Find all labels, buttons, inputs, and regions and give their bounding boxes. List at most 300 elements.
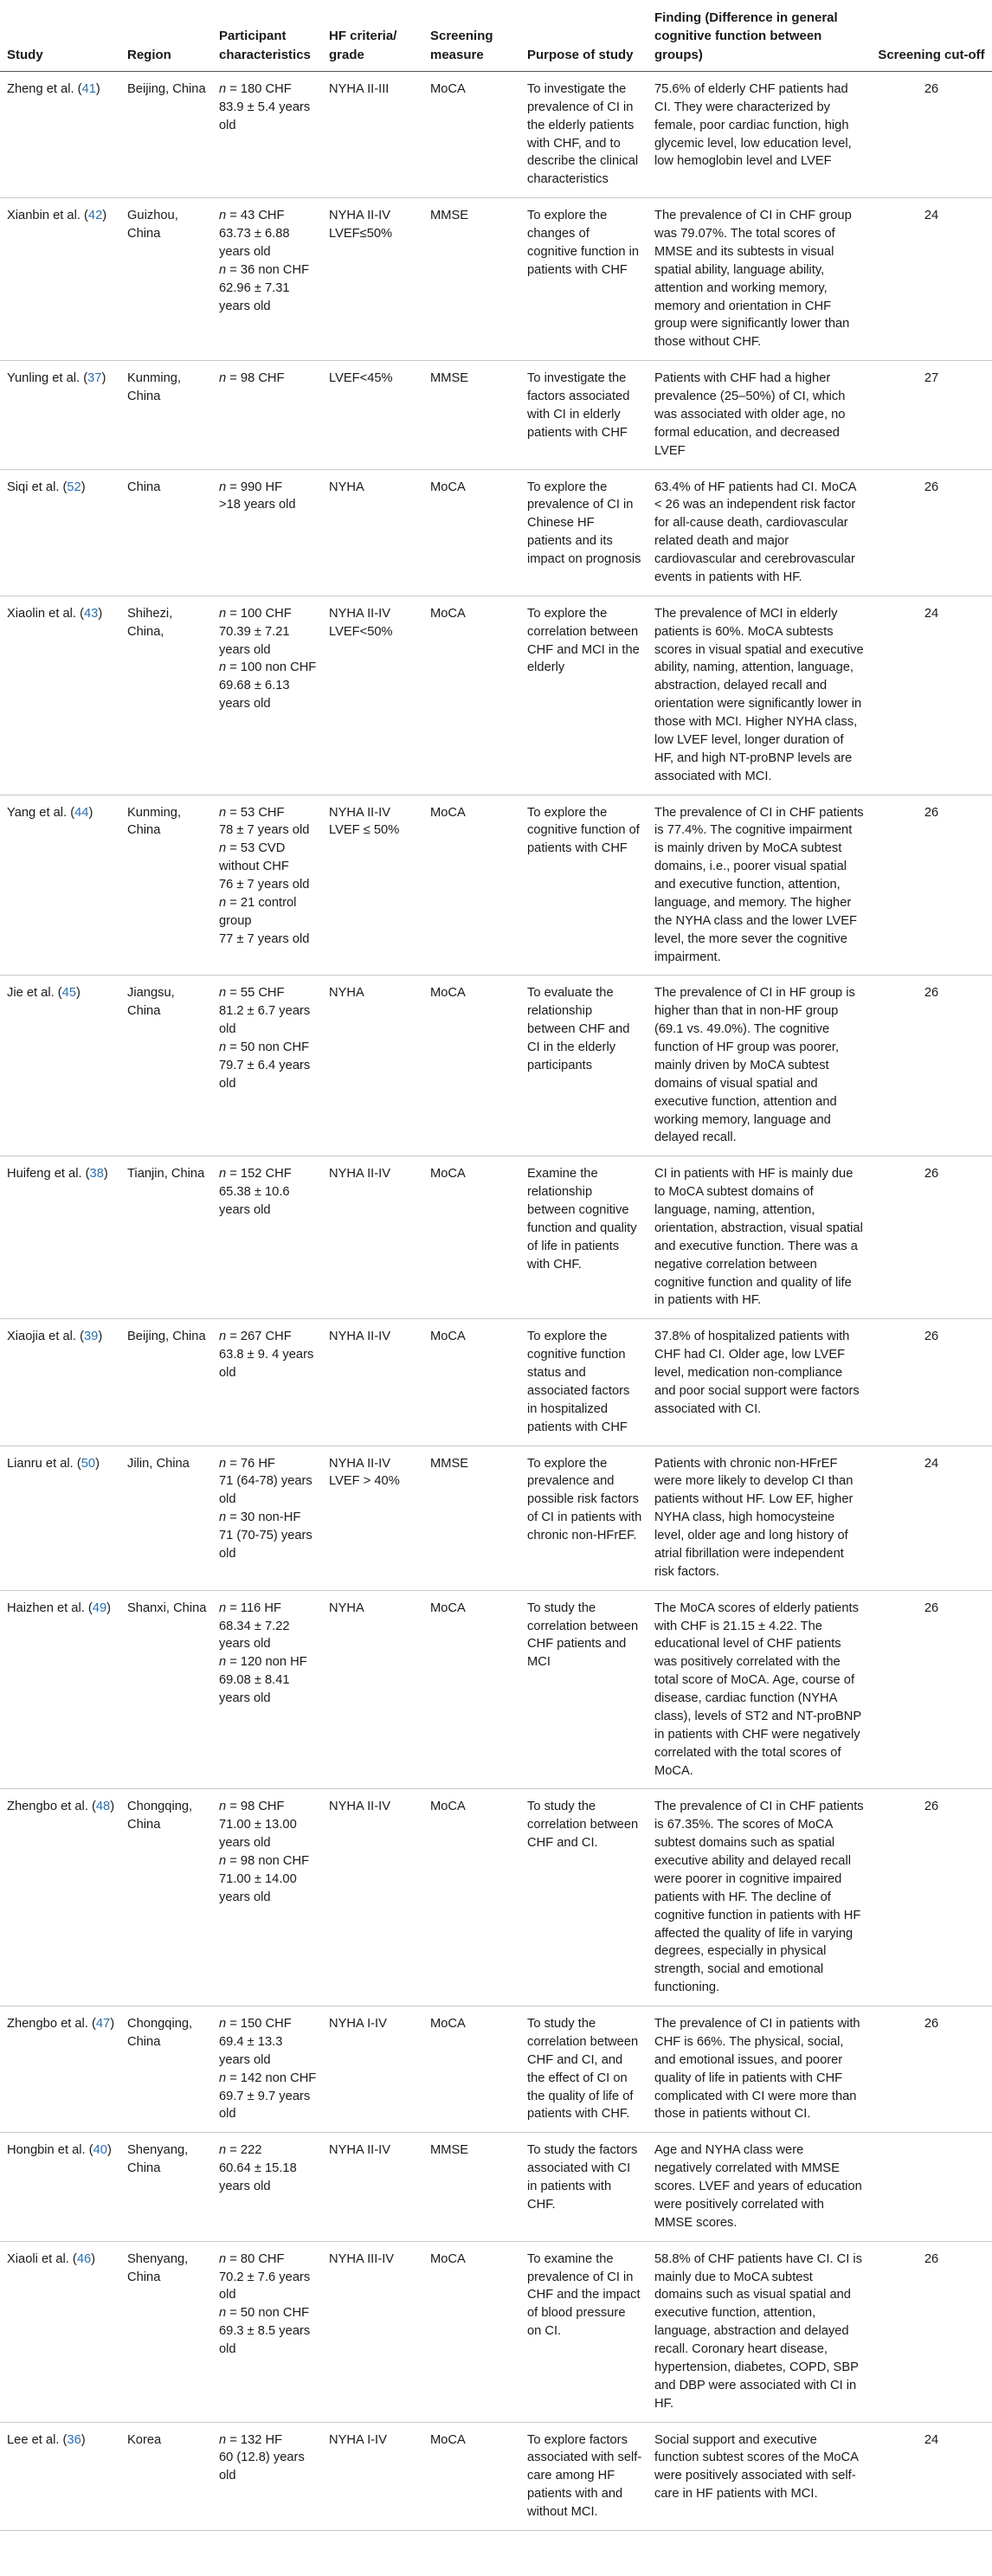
header-study: Study	[0, 3, 120, 71]
participant-n-symbol: n	[219, 371, 227, 386]
hf-criteria-line: LVEF<50%	[329, 624, 393, 639]
participant-line	[219, 207, 317, 225]
participants-cell	[212, 1789, 322, 2006]
participant-line	[219, 2322, 317, 2359]
participant-line	[219, 2088, 317, 2124]
purpose-cell: To investigate the prevalence of CI in the elderly patients with CHF, and to describe the clinical characteristics	[520, 71, 647, 197]
participant-text: 70.2 ± 7.6 years old	[219, 2270, 311, 2302]
hf-criteria-cell	[322, 2241, 423, 2422]
participant-n-symbol: n	[219, 606, 227, 621]
screening-cutoff-cell: 24	[869, 2422, 992, 2530]
hf-criteria-line: LVEF<45%	[329, 371, 393, 386]
participant-text: = 50 non CHF	[226, 2306, 310, 2321]
participant-n-symbol: n	[219, 660, 227, 675]
participant-text: = 152 CHF	[226, 1167, 292, 1182]
participant-text: 70.39 ± 7.21 years old	[219, 624, 290, 657]
participants-cell	[212, 1446, 322, 1590]
hf-criteria-line: LVEF > 40%	[329, 1474, 400, 1489]
participant-n-symbol: n	[219, 2017, 227, 2032]
study-cell	[0, 2133, 120, 2241]
purpose-cell: To study the correlation between CHF and CI.	[520, 1789, 647, 2006]
participant-line	[219, 1798, 317, 1816]
screening-cutoff-cell: 26	[869, 2006, 992, 2133]
participant-n-symbol: n	[219, 1330, 227, 1344]
study-reference-close: )	[102, 209, 107, 223]
study-cell	[0, 1156, 120, 1319]
hf-criteria-cell	[322, 1590, 423, 1789]
participant-text: = 50 non CHF	[226, 1040, 310, 1055]
study-author: Haizhen et al. (	[7, 1600, 93, 1615]
region-cell: Guizhou, China	[120, 198, 212, 361]
participant-line	[219, 1871, 317, 1907]
hf-criteria-cell	[322, 2133, 423, 2241]
hf-criteria-line: NYHA	[329, 1600, 364, 1615]
hf-criteria-cell	[322, 1319, 423, 1446]
participants-cell	[212, 2133, 322, 2241]
study-author: Zhengbo et al. (	[7, 1800, 96, 1814]
study-reference-close: )	[76, 986, 81, 1001]
participant-line	[219, 1653, 317, 1671]
participant-line	[219, 2033, 317, 2070]
study-cell	[0, 2422, 120, 2530]
hf-criteria-line: NYHA II-IV	[329, 1800, 391, 1814]
participant-line	[219, 1328, 317, 1346]
hf-criteria-cell	[322, 71, 423, 197]
participant-line	[219, 1816, 317, 1852]
region-cell: Tianjin, China	[120, 1156, 212, 1319]
participant-line	[219, 1509, 317, 1527]
table-body	[0, 71, 992, 2530]
participant-line	[219, 261, 317, 280]
participant-n-symbol: n	[219, 805, 227, 820]
study-author: Jie et al. (	[7, 986, 62, 1001]
screening-cutoff-cell: 24	[869, 596, 992, 795]
participants-cell	[212, 71, 322, 197]
study-reference-close: )	[103, 1167, 108, 1182]
participant-line	[219, 931, 317, 949]
participants-cell	[212, 795, 322, 976]
participant-line	[219, 1527, 317, 1563]
participant-line	[219, 2449, 317, 2485]
participant-n-symbol: n	[219, 895, 227, 910]
participant-text: = 222	[226, 2143, 262, 2158]
table-row	[0, 469, 992, 596]
hf-criteria-line: NYHA II-IV	[329, 1167, 391, 1182]
participant-line	[219, 821, 317, 840]
region-cell: Shenyang, China	[120, 2241, 212, 2422]
screening-cutoff-cell: 26	[869, 1319, 992, 1446]
participant-line	[219, 1165, 317, 1183]
finding-cell: The prevalence of CI in CHF patients is 67.35%. The scores of MoCA subtest domains such as spatial executive ability and delayed recall were poorer in cognitive impaired patients with HF. The decline of cognitive function in patients with HF affected the quality of life in varying degrees, especially in physical strength, social and emotional functioning.	[647, 1789, 869, 2006]
finding-cell: Age and NYHA class were negatively correlated with MMSE scores. LVEF and years of education were positively correlated with MMSE scores.	[647, 2133, 869, 2241]
purpose-cell: To explore factors associated with self-care among HF patients with and without MCI.	[520, 2422, 647, 2530]
finding-cell: 63.4% of HF patients had CI. MoCA < 26 was an independent risk factor for all-cause death, cardiovascular related death and major cardiovascular and cerebrovascular events in patients with HF.	[647, 469, 869, 596]
participant-line	[219, 99, 317, 135]
screening-measure-cell: MoCA	[423, 596, 520, 795]
participant-line	[219, 876, 317, 894]
participant-text: = 100 CHF	[226, 606, 292, 621]
hf-criteria-cell	[322, 2006, 423, 2133]
study-cell	[0, 361, 120, 469]
hf-criteria-cell	[322, 469, 423, 596]
participant-text: 68.34 ± 7.22 years old	[219, 1619, 290, 1652]
studies-table	[0, 3, 992, 2531]
screening-measure-cell: MoCA	[423, 1319, 520, 1446]
region-cell: Shenyang, China	[120, 2133, 212, 2241]
screening-cutoff-cell: 27	[869, 361, 992, 469]
hf-criteria-line: NYHA III-IV	[329, 2251, 395, 2266]
participant-n-symbol: n	[219, 1655, 227, 1670]
study-reference-close: )	[95, 81, 100, 96]
study-author: Siqi et al. (	[7, 480, 68, 494]
header-hf-criteria: HF criteria/ grade	[322, 3, 423, 71]
participant-text: 63.8 ± 9. 4 years old	[219, 1348, 314, 1381]
participant-text: = 98 CHF	[226, 371, 285, 386]
hf-criteria-line: NYHA II-III	[329, 81, 390, 96]
participant-text: = 76 HF	[226, 1456, 275, 1471]
participant-n-symbol: n	[219, 1854, 227, 1869]
table-header	[0, 3, 992, 71]
participant-text: = 98 CHF	[226, 1800, 285, 1814]
participant-line	[219, 2251, 317, 2269]
participant-text: 78 ± 7 years old	[219, 823, 310, 838]
hf-criteria-cell	[322, 976, 423, 1156]
study-reference-link[interactable]: 45	[61, 986, 77, 1001]
study-reference-link[interactable]: 43	[84, 606, 99, 621]
region-cell: Chongqing, China	[120, 1789, 212, 2006]
participant-line	[219, 1618, 317, 1654]
purpose-cell: To explore the cognitive function status and associated factors in hospitalized patients with CHF	[520, 1319, 647, 1446]
finding-cell: The prevalence of CI in CHF group was 79.07%. The total scores of MMSE and its subtests in visual spatial ability, language ability, attention and working memory, memory and orientation in CHF group were significantly lower than those without CHF.	[647, 198, 869, 361]
study-author: Lianru et al. (	[7, 1456, 81, 1471]
participant-text: = 36 non CHF	[226, 262, 310, 277]
participant-line	[219, 1346, 317, 1382]
header-purpose: Purpose of study	[520, 3, 647, 71]
participant-line	[219, 1600, 317, 1618]
participant-text: 79.7 ± 6.4 years old	[219, 1058, 311, 1091]
hf-criteria-cell	[322, 198, 423, 361]
participant-n-symbol: n	[219, 1456, 227, 1471]
participant-text: 71 (70-75) years old	[219, 1529, 312, 1561]
participant-line	[219, 2269, 317, 2305]
finding-cell: 75.6% of elderly CHF patients had CI. They were characterized by female, poor cardiac function, high glycemic level, low education level, low hemoglobin level and LVEF	[647, 71, 869, 197]
header-region: Region	[120, 3, 212, 71]
table-row	[0, 1446, 992, 1590]
participant-text: = 53 CHF	[226, 805, 285, 820]
table-row	[0, 2422, 992, 2530]
study-reference-close: )	[106, 2143, 112, 2158]
finding-cell: CI in patients with HF is mainly due to MoCA subtest domains of language, naming, attention, orientation, abstraction, visual spatial and executive function. There was a negative correlation between cognitive function and quality of life in patients with HF.	[647, 1156, 869, 1319]
participants-cell	[212, 198, 322, 361]
header-screening-cutoff: Screening cut-off	[869, 3, 992, 71]
region-cell: Jiangsu, China	[120, 976, 212, 1156]
participant-text: = 100 non CHF	[226, 660, 317, 675]
participant-n-symbol: n	[219, 986, 227, 1001]
participant-line	[219, 479, 317, 497]
participant-text: 69.08 ± 8.41 years old	[219, 1673, 290, 1706]
participant-text: = 30 non-HF	[226, 1510, 301, 1525]
study-reference-link[interactable]: 50	[81, 1456, 96, 1471]
region-cell: China	[120, 469, 212, 596]
participant-n-symbol: n	[219, 262, 227, 277]
hf-criteria-cell	[322, 1446, 423, 1590]
study-reference-close: )	[81, 480, 86, 494]
participant-text: = 142 non CHF	[226, 2070, 317, 2085]
finding-cell: Patients with chronic non-HFrEF were more likely to develop CI than patients without HF. Low EF, higher NYHA class, high homocysteine level, older age and long history of atrial fibrillation were independent risk factors.	[647, 1446, 869, 1590]
table-row	[0, 1156, 992, 1319]
study-cell	[0, 71, 120, 197]
study-reference-close: )	[81, 2432, 86, 2447]
table-row	[0, 2241, 992, 2422]
participant-n-symbol: n	[219, 1167, 227, 1182]
participant-line	[219, 659, 317, 677]
participants-cell	[212, 1590, 322, 1789]
hf-criteria-cell	[322, 795, 423, 976]
participant-n-symbol: n	[219, 2251, 227, 2266]
study-reference-close: )	[88, 805, 93, 820]
participant-text: = 132 HF	[226, 2432, 283, 2447]
participant-n-symbol: n	[219, 1040, 227, 1055]
study-reference-link[interactable]: 49	[92, 1600, 107, 1615]
study-cell	[0, 1446, 120, 1590]
screening-cutoff-cell: 26	[869, 469, 992, 596]
finding-cell: 37.8% of hospitalized patients with CHF had CI. Older age, low LVEF level, medication non-compliance and poor social support were factors associated with CI.	[647, 1319, 869, 1446]
screening-measure-cell: MoCA	[423, 71, 520, 197]
screening-cutoff-cell	[869, 2133, 992, 2241]
finding-cell: The MoCA scores of elderly patients with CHF is 21.15 ± 4.22. The educational level of CHF patients was positively correlated with the total score of MoCA. Age, course of disease, cardiac function (NYHA class), levels of ST2 and NT-proBNP in patients with CHF were negatively correlated with the total scores of MoCA.	[647, 1590, 869, 1789]
screening-measure-cell: MoCA	[423, 1156, 520, 1319]
participant-text: = 21 control group	[219, 895, 297, 928]
study-cell	[0, 2006, 120, 2133]
region-cell: Shanxi, China	[120, 1590, 212, 1789]
purpose-cell: To explore the cognitive function of patients with CHF	[520, 795, 647, 976]
purpose-cell: Examine the relationship between cognitive function and quality of life in patients with CHF.	[520, 1156, 647, 1319]
purpose-cell: To explore the correlation between CHF and MCI in the elderly	[520, 596, 647, 795]
participant-line	[219, 370, 317, 388]
study-reference-link[interactable]: 38	[89, 1167, 104, 1182]
screening-measure-cell: MoCA	[423, 1789, 520, 2006]
participant-line	[219, 840, 317, 876]
participant-n-symbol: n	[219, 2432, 227, 2447]
screening-cutoff-cell: 26	[869, 71, 992, 197]
region-cell: Beijing, China	[120, 71, 212, 197]
participant-line	[219, 1852, 317, 1871]
participant-text: 69.3 ± 8.5 years old	[219, 2324, 311, 2357]
region-cell: Shihezi, China,	[120, 596, 212, 795]
region-cell: Chongqing, China	[120, 2006, 212, 2133]
table-row	[0, 795, 992, 976]
study-reference-link[interactable]: 44	[74, 805, 89, 820]
finding-cell: The prevalence of CI in HF group is higher than that in non-HF group (69.1 vs. 49.0%). The cognitive function of HF group was poorer, mainly driven by MoCA subtest domains of visual spatial and executive function, attention and working memory, language and delayed recall.	[647, 976, 869, 1156]
purpose-cell: To explore the prevalence of CI in Chinese HF patients and its impact on prognosis	[520, 469, 647, 596]
study-reference-close: )	[91, 2251, 96, 2266]
hf-criteria-line: NYHA II-IV	[329, 1456, 391, 1471]
participant-line	[219, 1057, 317, 1093]
study-cell	[0, 795, 120, 976]
finding-cell: The prevalence of MCI in elderly patients is 60%. MoCA subtests scores in visual spatial and executive ability, naming, attention, language, abstraction, delayed recall and orientation were significantly lower in those with MCI. Higher NYHA class, low LVEF level, longer duration of HF, and high NT-proBNP levels are associated with MCI.	[647, 596, 869, 795]
participant-text: 60 (12.8) years old	[219, 2450, 305, 2483]
participant-n-symbol: n	[219, 841, 227, 856]
participant-n-symbol: n	[219, 2070, 227, 2085]
screening-measure-cell: MMSE	[423, 361, 520, 469]
participant-line	[219, 2431, 317, 2450]
participant-text: 81.2 ± 6.7 years old	[219, 1004, 311, 1037]
study-reference-link[interactable]: 48	[95, 1800, 111, 1814]
screening-cutoff-cell: 26	[869, 1156, 992, 1319]
participant-text: 63.73 ± 6.88 years old	[219, 227, 290, 259]
purpose-cell: To examine the prevalence of CI in CHF and the impact of blood pressure on CI.	[520, 2241, 647, 2422]
participant-text: = 53 CVD without CHF	[219, 841, 289, 874]
study-reference-close: )	[101, 371, 106, 386]
table-row	[0, 976, 992, 1156]
participant-line	[219, 804, 317, 822]
screening-cutoff-cell: 26	[869, 1789, 992, 2006]
participant-text: = 80 CHF	[226, 2251, 285, 2266]
hf-criteria-line: NYHA II-IV	[329, 2143, 391, 2158]
study-reference-link[interactable]: 41	[81, 81, 96, 96]
header-finding: Finding (Difference in general cognitive function between groups)	[647, 3, 869, 71]
study-author: Xiaolin et al. (	[7, 606, 84, 621]
finding-cell: The prevalence of CI in CHF patients is 77.4%. The cognitive impairment is mainly driven by MoCA subtest domains, i.e., poorer visual spatial and executive function, attention, language, and memory. The higher the NYHA class and the lower LVEF level, the more sever the cognitive impairment.	[647, 795, 869, 976]
participant-n-symbol: n	[219, 1510, 227, 1525]
participant-text: 77 ± 7 years old	[219, 931, 310, 946]
study-reference-link[interactable]: 39	[84, 1330, 99, 1344]
screening-measure-cell: MoCA	[423, 2422, 520, 2530]
study-reference-link[interactable]: 37	[87, 371, 102, 386]
hf-criteria-line: LVEF≤50%	[329, 227, 393, 242]
region-cell: Beijing, China	[120, 1319, 212, 1446]
hf-criteria-line: NYHA II-IV	[329, 209, 391, 223]
participants-cell	[212, 596, 322, 795]
header-row	[0, 3, 992, 71]
participant-line	[219, 1039, 317, 1057]
study-author: Hongbin et al. (	[7, 2143, 93, 2158]
participant-line	[219, 225, 317, 261]
study-reference-close: )	[110, 2017, 115, 2032]
participant-line	[219, 80, 317, 99]
table-row	[0, 1319, 992, 1446]
study-reference-link[interactable]: 52	[67, 480, 81, 494]
study-cell	[0, 198, 120, 361]
table-row	[0, 361, 992, 469]
region-cell: Kunming, China	[120, 795, 212, 976]
screening-measure-cell: MoCA	[423, 976, 520, 1156]
participant-line	[219, 496, 317, 514]
hf-criteria-line: NYHA II-IV	[329, 1330, 391, 1344]
participant-line	[219, 894, 317, 931]
participants-cell	[212, 976, 322, 1156]
screening-measure-cell: MoCA	[423, 2006, 520, 2133]
table-row	[0, 198, 992, 361]
study-author: Huifeng et al. (	[7, 1167, 90, 1182]
participant-n-symbol: n	[219, 480, 227, 494]
purpose-cell: To investigate the factors associated with CI in elderly patients with CHF	[520, 361, 647, 469]
screening-measure-cell: MMSE	[423, 198, 520, 361]
purpose-cell: To explore the prevalence and possible risk factors of CI in patients with chronic non-HFrEF.	[520, 1446, 647, 1590]
screening-measure-cell: MoCA	[423, 795, 520, 976]
participant-text: 60.64 ± 15.18 years old	[219, 2161, 297, 2194]
finding-cell: Patients with CHF had a higher prevalence (25–50%) of CI, which was associated with older age, no formal education, and decreased LVEF	[647, 361, 869, 469]
participant-line	[219, 605, 317, 623]
finding-cell: Social support and executive function subtest scores of the MoCA were positively associated with self-care in HF patients with MCI.	[647, 2422, 869, 2530]
hf-criteria-line: NYHA II-IV	[329, 606, 391, 621]
screening-cutoff-cell: 26	[869, 795, 992, 976]
participant-n-symbol: n	[219, 2306, 227, 2321]
participant-text: 76 ± 7 years old	[219, 878, 310, 892]
study-cell	[0, 2241, 120, 2422]
study-reference-close: )	[106, 1600, 112, 1615]
participant-n-symbol: n	[219, 2143, 227, 2158]
study-cell	[0, 1319, 120, 1446]
screening-measure-cell: MoCA	[423, 469, 520, 596]
participant-line	[219, 1455, 317, 1473]
finding-cell: The prevalence of CI in patients with CHF is 66%. The physical, social, and emotional issues, and poorer quality of life in patients with CHF complicated with CI were more than those in patients without CI.	[647, 2006, 869, 2133]
screening-measure-cell: MMSE	[423, 2133, 520, 2241]
study-author: Zheng et al. (	[7, 81, 82, 96]
study-reference-link[interactable]: 40	[93, 2143, 107, 2158]
participant-line	[219, 2141, 317, 2160]
hf-criteria-cell	[322, 1789, 423, 2006]
participant-text: = 180 CHF	[226, 81, 292, 96]
screening-cutoff-cell: 26	[869, 2241, 992, 2422]
study-reference-link[interactable]: 47	[95, 2017, 111, 2032]
study-author: Xianbin et al. (	[7, 209, 88, 223]
purpose-cell: To study the factors associated with CI in patients with CHF.	[520, 2133, 647, 2241]
study-reference-close: )	[110, 1800, 115, 1814]
participant-line	[219, 1183, 317, 1220]
screening-measure-cell: MoCA	[423, 1590, 520, 1789]
study-cell	[0, 596, 120, 795]
study-author: Lee et al. (	[7, 2432, 68, 2447]
participant-text: = 116 HF	[226, 1600, 281, 1615]
study-reference-link[interactable]: 42	[87, 209, 103, 223]
study-reference-close: )	[98, 1330, 103, 1344]
hf-criteria-line: LVEF ≤ 50%	[329, 823, 400, 838]
hf-criteria-line: NYHA I-IV	[329, 2432, 387, 2447]
study-reference-link[interactable]: 36	[67, 2432, 81, 2447]
participant-line	[219, 2160, 317, 2196]
participant-text: 83.9 ± 5.4 years old	[219, 100, 311, 132]
study-author: Yang et al. (	[7, 805, 75, 820]
header-participant-characteristics: Participant characteristics	[212, 3, 322, 71]
region-cell: Jilin, China	[120, 1446, 212, 1590]
table-row	[0, 2133, 992, 2241]
header-screening-measure: Screening measure	[423, 3, 520, 71]
participant-line	[219, 623, 317, 660]
participant-text: = 990 HF	[226, 480, 283, 494]
participant-n-symbol: n	[219, 81, 227, 96]
study-author: Zhengbo et al. (	[7, 2017, 96, 2032]
participant-n-symbol: n	[219, 209, 227, 223]
participant-text: 71.00 ± 14.00 years old	[219, 1871, 297, 1904]
participant-text: = 98 non CHF	[226, 1854, 310, 1869]
participant-text: 71.00 ± 13.00 years old	[219, 1818, 297, 1851]
study-reference-link[interactable]: 46	[76, 2251, 92, 2266]
purpose-cell: To evaluate the relationship between CHF and CI in the elderly participants	[520, 976, 647, 1156]
participants-cell	[212, 469, 322, 596]
study-cell	[0, 1789, 120, 2006]
participant-line	[219, 2015, 317, 2033]
table-row	[0, 596, 992, 795]
hf-criteria-cell	[322, 361, 423, 469]
participant-text: = 120 non HF	[226, 1655, 307, 1670]
purpose-cell: To explore the changes of cognitive function in patients with CHF	[520, 198, 647, 361]
participant-line	[219, 1472, 317, 1509]
hf-criteria-cell	[322, 596, 423, 795]
table-row	[0, 2006, 992, 2133]
participant-text: 65.38 ± 10.6 years old	[219, 1185, 290, 1218]
table-row	[0, 1789, 992, 2006]
